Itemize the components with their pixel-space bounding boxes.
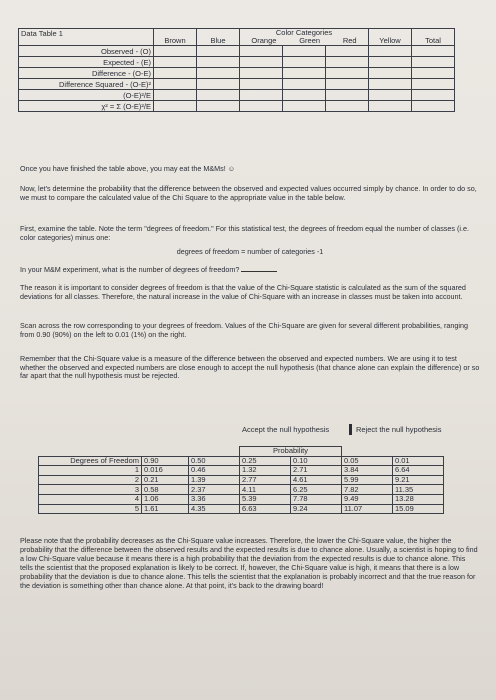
chi-value: 1.61 (142, 504, 189, 514)
question-degrees-of-freedom (20, 264, 480, 275)
chi-value: 6.25 (291, 485, 342, 495)
prob-050: 0.50 (189, 456, 240, 466)
data-table-1 (18, 28, 455, 112)
chi-value: 9.49 (342, 494, 393, 504)
chi-value: 1.06 (142, 494, 189, 504)
row-label-difference: Difference - (O-E) (19, 68, 154, 79)
df-value: 2 (39, 475, 142, 485)
chi-value: 3.36 (189, 494, 240, 504)
col-brown: Brown (154, 29, 197, 46)
answer-blank[interactable] (241, 264, 277, 272)
table1-row (19, 68, 455, 79)
chi-value: 7.82 (342, 485, 393, 495)
chi-value: 4.11 (240, 485, 291, 495)
col-total: Total (412, 29, 455, 46)
table-row (39, 504, 444, 514)
probability-values-row (39, 456, 444, 466)
reject-null-label: Reject the null hypothesis (356, 425, 442, 434)
chi-value: 11.07 (342, 504, 393, 514)
df-value: 3 (39, 485, 142, 495)
chi-value: 15.09 (393, 504, 444, 514)
chi-value: 7.78 (291, 494, 342, 504)
df-value: 1 (39, 466, 142, 476)
row-label-expected: Expected - (E) (19, 57, 154, 68)
col-green: Green (299, 36, 321, 45)
chi-value: 4.35 (189, 504, 240, 514)
table1-row (19, 57, 455, 68)
prob-005: 0.05 (342, 456, 393, 466)
question-text: In your M&M experiment, what is the number of degrees of freedom? (20, 265, 240, 274)
color-categories-header (240, 29, 369, 46)
table-row (39, 494, 444, 504)
prob-001: 0.01 (393, 456, 444, 466)
prob-025: 0.25 (240, 456, 291, 466)
col-orange: Orange (251, 36, 277, 45)
chi-value: 6.64 (393, 466, 444, 476)
chi-value: 0.46 (189, 466, 240, 476)
paragraph-remember: Remember that the Chi-Square value is a measure of the difference between the observed and expected numbers. We are using it to test whether the observed and expected numbers are close enough to accept the null hypothesis (that chance alone can explain the difference) or so far apart that the null hypothesis must be rejected. (20, 354, 480, 381)
col-blue: Blue (197, 29, 240, 46)
paragraph-probability-note: Please note that the probability decreases as the Chi-Square value increases. Therefore, the lower the Chi-Square value, the higher the probability that the difference between the observed results and the expected results is due to chance alone. Usually, a scientist is hoping to find a low Chi-Square value because it means there is a high probability that the deviation from the expected results is due to chance alone. This tells the scientist that the proposed explanation is likely to be correct. If, however, the Chi-Square value is high, it means that there is a low probability that the deviation is due to chance alone. This tells the scientist that the explanation is probably incorrect and that the true reason for the deviation is something other than chance alone. At that point, it's back to the drawing board! (20, 536, 478, 590)
table1-header-row (19, 29, 455, 46)
chi-value: 5.99 (342, 475, 393, 485)
chi-value: 1.39 (189, 475, 240, 485)
row-label-ratio: (O-E)²/E (19, 90, 154, 101)
table1-row (19, 79, 455, 90)
df-value: 5 (39, 504, 142, 514)
prob-090: 0.90 (142, 456, 189, 466)
chi-value: 2.71 (291, 466, 342, 476)
chi-value: 3.84 (342, 466, 393, 476)
degrees-of-freedom-label: Degrees of Freedom (39, 456, 142, 466)
chi-value: 4.61 (291, 475, 342, 485)
col-yellow: Yellow (369, 29, 412, 46)
chi-value: 13.28 (393, 494, 444, 504)
paragraph-degrees-of-freedom: First, examine the table. Note the term "degrees of freedom." For this statistical test, the degrees of freedom equal the number of classes (i.e. color categories) minus one: (20, 224, 469, 242)
chi-value: 0.21 (142, 475, 189, 485)
chi-value: 5.39 (240, 494, 291, 504)
probability-label: Probability (240, 447, 342, 457)
table1-row (19, 90, 455, 101)
chi-value: 2.37 (189, 485, 240, 495)
chi-value: 9.24 (291, 504, 342, 514)
paragraph-scan-row: Scan across the row corresponding to your degrees of freedom. Values of the Chi-Square are given for several different probabilities, ranging from 0.90 (90%) on the left to 0.01 (1%) on the right. (20, 321, 469, 339)
accept-null-label: Accept the null hypothesis (242, 425, 330, 434)
paragraph-reason: The reason it is important to consider degrees of freedom is that the value of the Chi-Square statistic is calculated as the sum of the squared deviations for all classes. Therefore, the natural increase in the value of Chi-Square with an increase in classes must be taken into account. (20, 283, 466, 301)
accept-reject-divider (349, 424, 352, 435)
row-label-observed: Observed - (O) (19, 46, 154, 57)
probability-header-row (39, 447, 444, 457)
paragraph-eat-mms: Once you have finished the table above, you may eat the M&Ms! ☺ (20, 164, 236, 173)
row-label-difference-squared: Difference Squared - (O-E)² (19, 79, 154, 90)
prob-010: 0.10 (291, 456, 342, 466)
chi-value: 11.35 (393, 485, 444, 495)
chi-value: 9.21 (393, 475, 444, 485)
row-label-chi-square: χ² = Σ (O-E)²/E (19, 101, 154, 112)
chi-value: 2.77 (240, 475, 291, 485)
table-row (39, 475, 444, 485)
chi-value: 6.63 (240, 504, 291, 514)
paragraph-determine-probability: Now, let's determine the probability that the difference between the observed and expected values occurred simply by chance. In order to do so, we must to compare the calculated value of the Chi Square to the appropriate value in the table below. (20, 184, 477, 202)
chi-value: 0.58 (142, 485, 189, 495)
table1-row (19, 101, 455, 112)
col-red: Red (342, 36, 357, 45)
table-row (39, 485, 444, 495)
color-categories-title: Color Categories (275, 28, 333, 37)
chi-value: 0.016 (142, 466, 189, 476)
df-value: 4 (39, 494, 142, 504)
chi-square-probability-table (38, 446, 444, 514)
degrees-of-freedom-formula: degrees of freedom = number of categories -1 (176, 247, 324, 256)
table-row (39, 466, 444, 476)
table1-row (19, 46, 455, 57)
table1-title: Data Table 1 (19, 29, 154, 46)
chi-value: 1.32 (240, 466, 291, 476)
